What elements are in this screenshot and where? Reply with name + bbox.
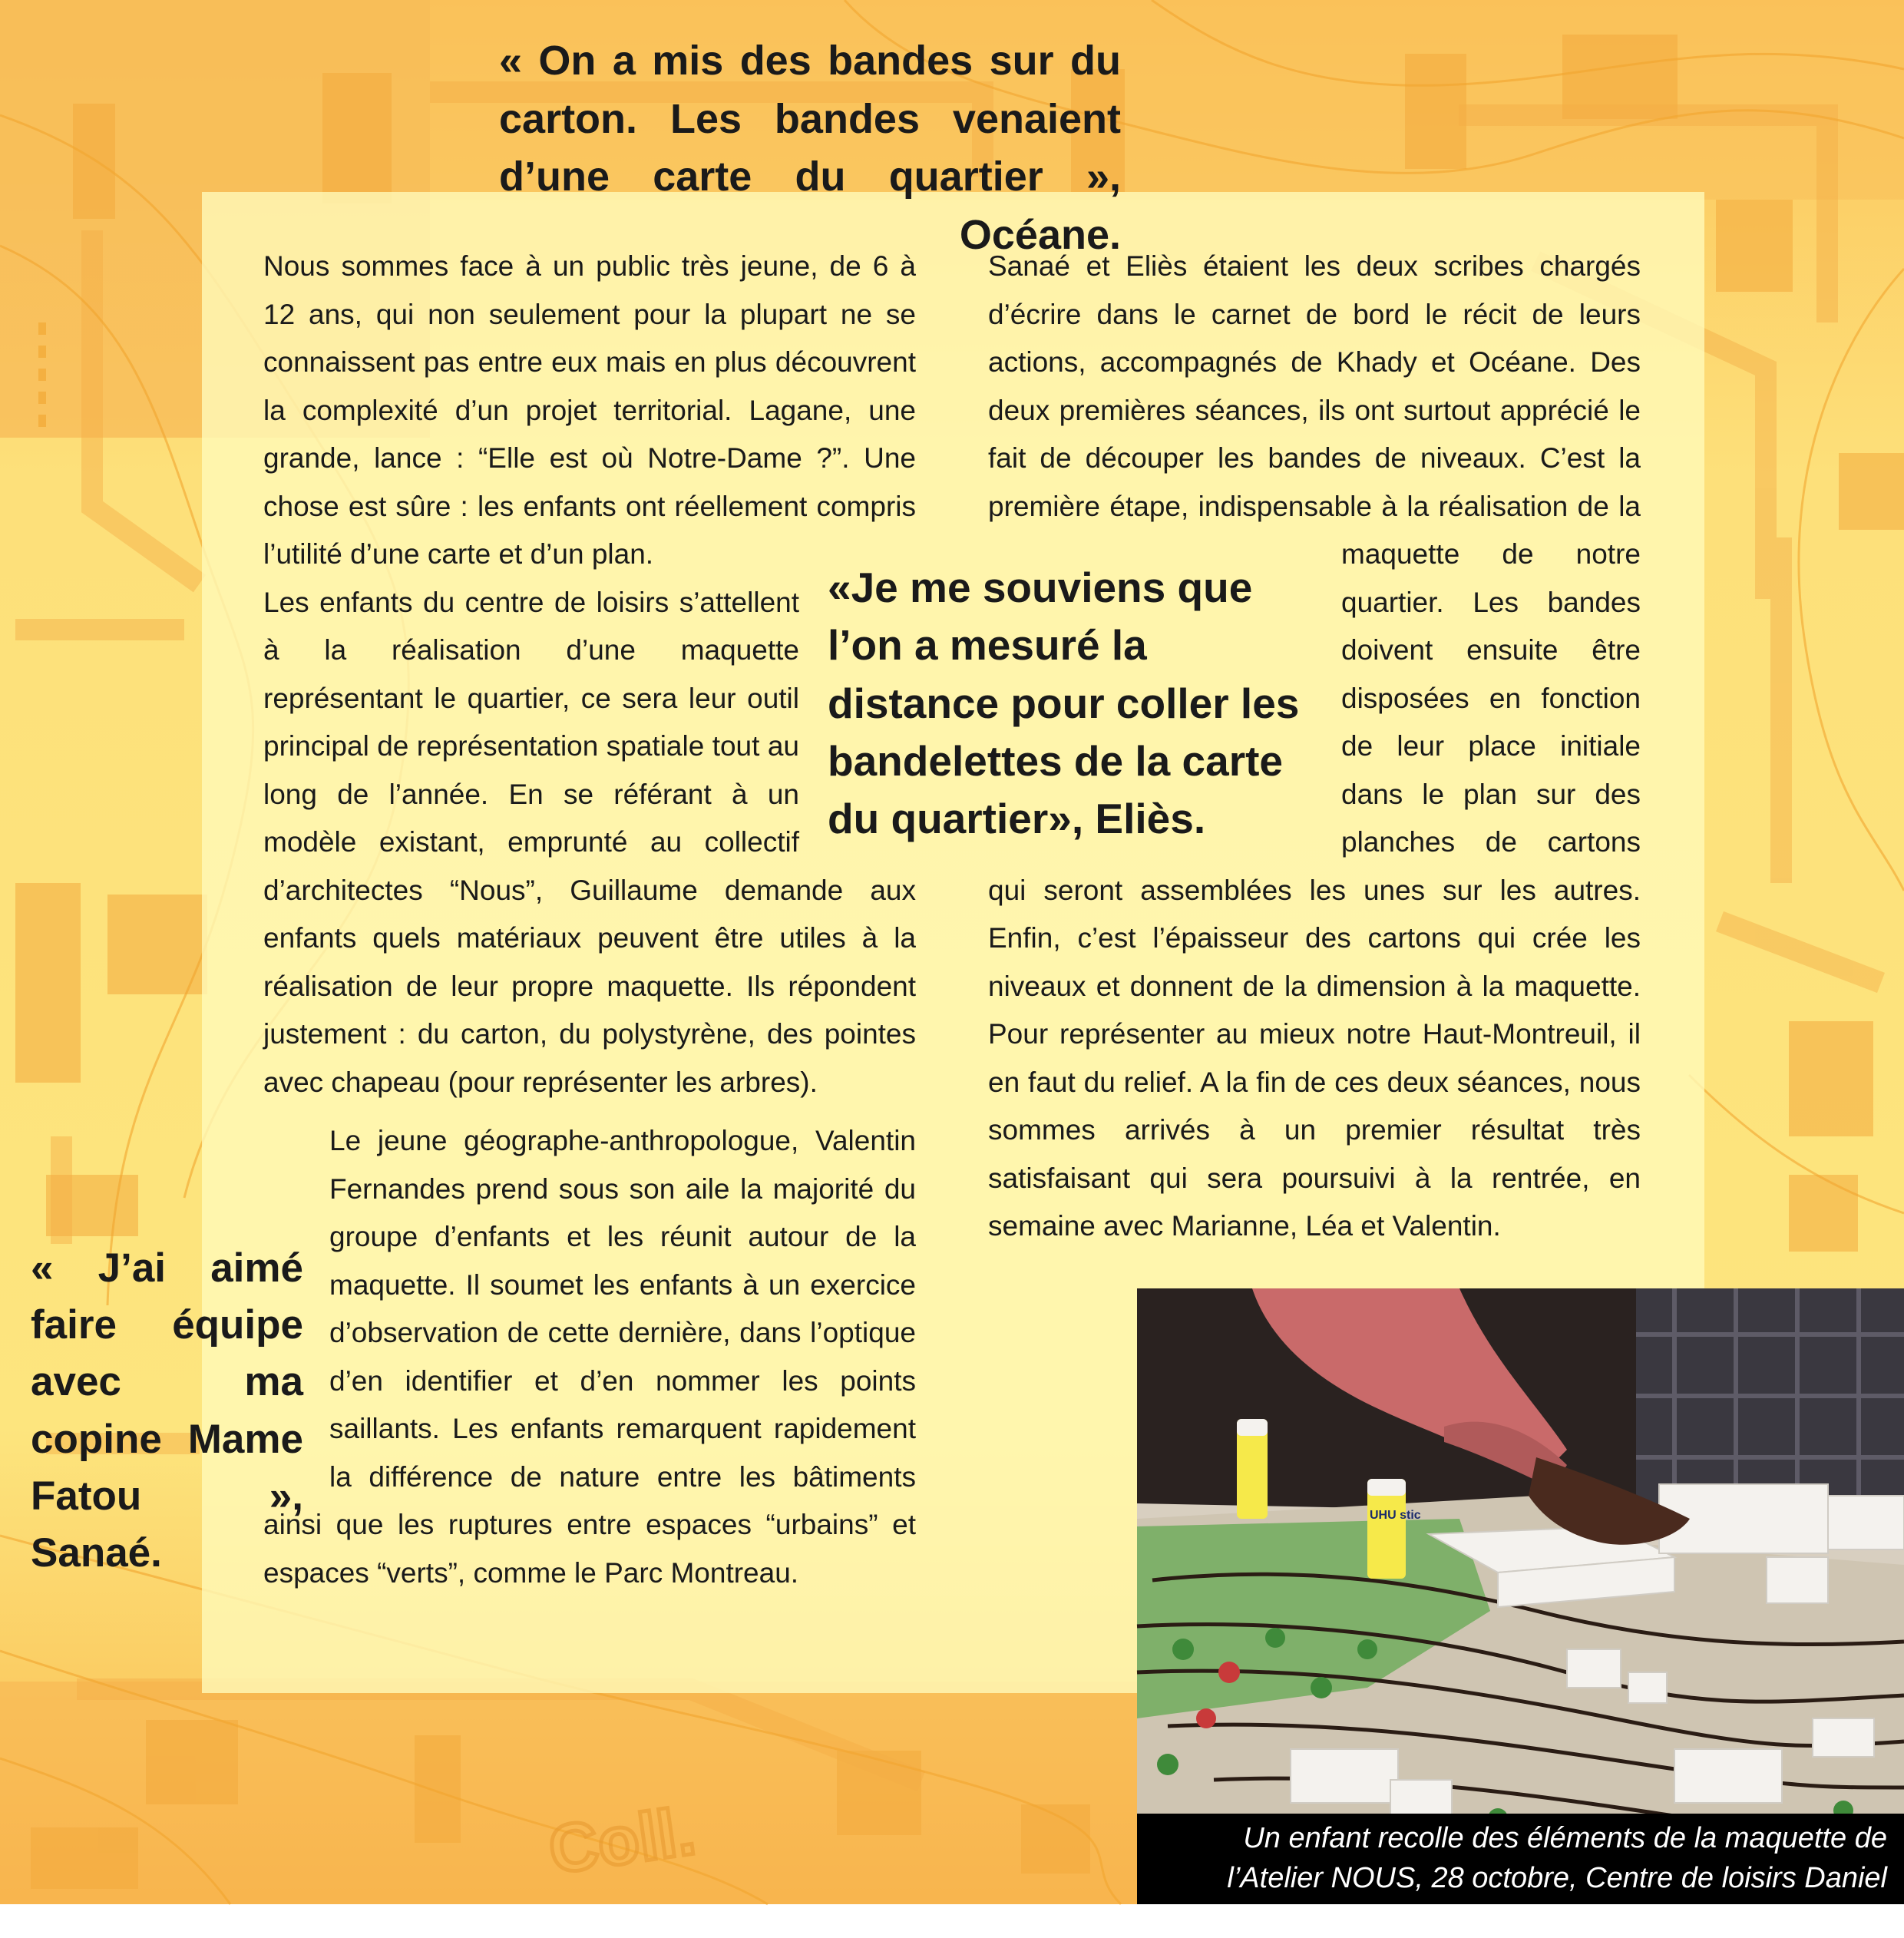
right-paragraph-1: Sanaé et Eliès étaient les deux scribes chargés d’écrire dans le carnet de bord le récit de leurs actions, accompagnés de Khady et Océane. Des deux premières séances, ils ont surtout apprécié le fait de découper les bandes de niveaux. C’est la première étape, indispensable à la réalisation de la maquette de notre quartier. Les bandes doivent ensuite être disposées en fonction de leur place initiale dans le plan sur des planches de cartons qui seront assemblées les unes sur les autres. Enfin, c’est l’épaisseur des cartons qui crée les niveaux et donnent de la dimension à la maquette. Pour représenter au mieux notre Haut-Montreuil, il en faut du relief. A la fin de ces deux séances, nous sommes arrivés à un premier résultat très satisfaisant qui sera poursuivi à la rentrée, en semaine avec Marianne, Léa et Valentin. (988, 250, 1641, 1242)
maquette-photo (1137, 1288, 1904, 1934)
left-paragraph-3: Le jeune géographe-anthropologue, Valentin Fernandes prend sous son aile la majorité du groupe d’enfants et les réunit autour de la maquette. Il soumet les enfants à un exercice d’observation de cette dernière, dans l’optique d’en identifier et d’en nommer les points saillants. Les enfants remarquent rapidement la différence de nature entre les bâtiments ainsi que les ruptures entre espaces “urbains” et espaces “verts”, comme le Parc Montreau. (263, 1125, 916, 1589)
svg-text:UHU stic: UHU stic (1370, 1509, 1421, 1522)
glue-stick-1 (1237, 1419, 1268, 1519)
photo-caption: Un enfant recolle des éléments de la maquette de l’Atelier NOUS, 28 octobre, Centre de loisirs Daniel Renoult (1137, 1814, 1904, 1904)
article-left-column (263, 243, 916, 1597)
quote-sanae: « J’ai aimé faire équipe avec ma copine Mame Fatou », Sanaé. (31, 1245, 303, 1576)
left-paragraph-1: Nous sommes face à un public très jeune, de 6 à 12 ans, qui non seulement pour la plupart ne se connaissent pas entre eux mais en plus découvrent la complexité d’un projet territorial. Lagane, une grande, lance : “Elle est où Notre-Dame ?”. Une chose est sûre : les enfants ont réellement compris l’utilité d’une carte et d’un plan. (263, 250, 916, 570)
quote-elies: «Je me souviens que l’on a mesuré la distance pour coller les bandelettes de la carte du quartier», Eliès. (828, 564, 1300, 843)
map-label-coll: Coll. (544, 1792, 700, 1888)
quote-oceane: « On a mis des bandes sur du carton. Les bandes venaient d’une carte du quartier », Océane. (499, 38, 1121, 258)
left-paragraph-2: Les enfants du centre de loisirs s’attellent à la réalisation d’une maquette représentant le quartier, ce sera leur outil principal de représentation spatiale tout au long de l’année. En se référant à un modèle existant, emprunté au collectif d’architectes “Nous”, Guillaume demande aux enfants quels matériaux peuvent être utiles à la réalisation de leur propre maquette. Ils répondent justement : du carton, du polystyrène, des pointes avec chapeau (pour représenter les arbres). (263, 586, 916, 1098)
article-right-column (988, 243, 1641, 1251)
